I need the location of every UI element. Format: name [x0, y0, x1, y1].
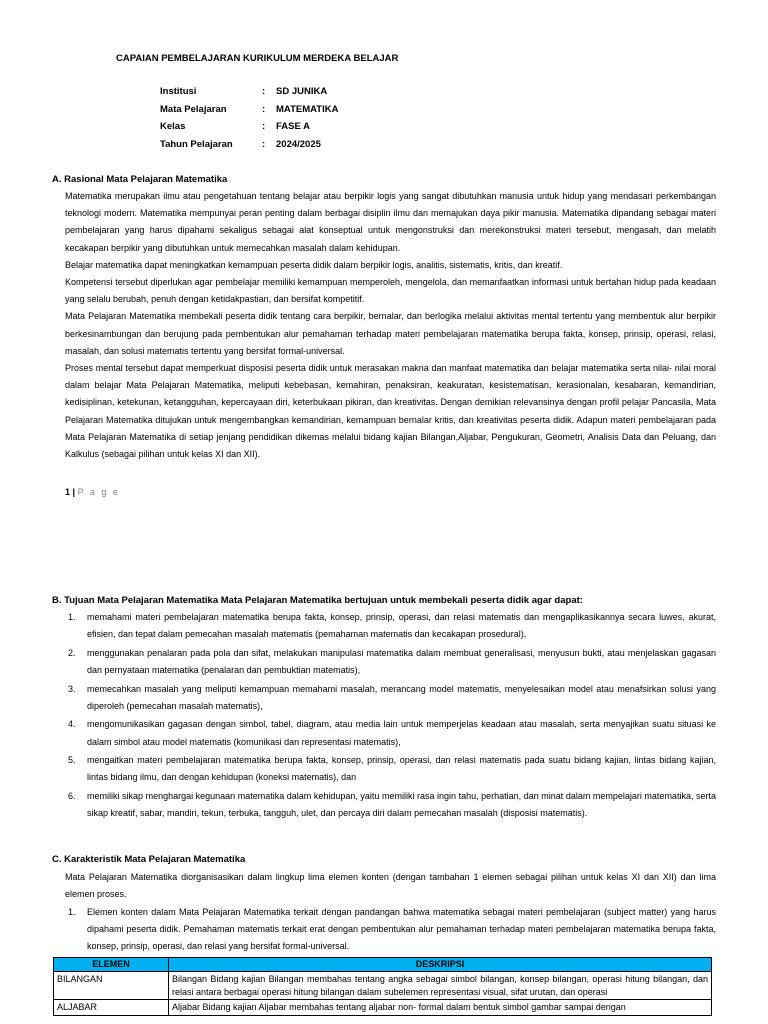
info-row-kelas — [160, 121, 338, 139]
list-item — [65, 681, 716, 715]
section-a-heading: A. Rasional Mata Pelajaran Matematika — [52, 174, 228, 185]
table-row — [54, 972, 712, 1000]
column-header-elemen: ELEMEN — [54, 958, 169, 972]
list-number: 2. — [68, 647, 76, 658]
info-label: Tahun Pelajaran — [160, 138, 233, 150]
list-text: Elemen konten dalam Mata Pelajaran Matematika terkait dengan pandangan bahwa matematika sebagai materi pembelajaran (subject matter) yang harus dipahami peserta didik. Pemahaman matematis terkait erat dengan pembentukan alur pemahaman terhadap materi pembelajaran matematika berupa fakta, konsep, prinsip, operasi, dan relasi yang bersifat formal-universal. — [87, 907, 716, 952]
list-item — [65, 645, 716, 679]
info-value: 2024/2025 — [276, 138, 321, 150]
section-b-list — [65, 609, 716, 824]
table-row — [54, 1000, 712, 1016]
elemen-table — [53, 957, 712, 1016]
section-c-intro — [65, 869, 716, 903]
info-colon: : — [262, 103, 266, 115]
paragraph: Mata Pelajaran Matematika membekali peserta didik tentang cara berpikir, bernalar, dan berlogika melalui aktivitas mental tertentu yang membentuk alur berpikir berkesinambungan dan berujung pada pembentukan alur pemahaman terhadap materi pembelajaran matematika berupa fakta, konsep, prinsip, operasi, relasi, masalah, dan solusi matematis tertentu yang bersifat formal-universal. — [65, 311, 716, 356]
list-item — [65, 752, 716, 786]
page-footer — [65, 487, 120, 497]
list-number: 3. — [68, 683, 76, 694]
info-colon: : — [262, 86, 266, 97]
list-text: memiliki sikap menghargai kegunaan matematika dalam kehidupan, yaitu memiliki rasa ingin tahu, perhatian, dan minat dalam mempelajari matematika, serta sikap kreatif, sabar, mandiri, tekun, terbuka, tangguh, ulet, dan percaya diri dalam pemecahan masalah (disposisi matematis). — [87, 790, 716, 819]
document-title: CAPAIAN PEMBELAJARAN KURIKULUM MERDEKA BELAJAR — [116, 53, 399, 64]
info-value: MATEMATIKA — [276, 103, 339, 115]
paragraph: Belajar matematika dapat meningkatkan kemampuan peserta didik dalam berpikir logis, analitis, sistematis, kritis, dan kreatif. — [65, 259, 563, 270]
info-value: FASE A — [276, 121, 310, 132]
list-text: memahami materi pembelajaran matematika berupa fakta, konsep, prinsip, operasi, dan relasi matematis dan mengaplikasikannya secara luwes, akurat, efisien, dan tepat dalam pemecahan masalah matematis (pemahaman matematis dan kecakapan prosedural), — [87, 612, 716, 640]
list-text: mengaitkan materi pembelajaran matematika berupa fakta, konsep, prinsip, operasi, dan relasi matematis pada suatu bidang kajian, lintas bidang kajian, lintas bidang ilmu, dan dengan kehidupan (koneksi matematis), dan — [87, 755, 716, 783]
info-value: SD JUNIKA — [276, 86, 328, 97]
section-a-body — [65, 188, 716, 463]
paragraph: Kompetensi tersebut diperlukan agar pembelajar memiliki kemampuan memperoleh, mengelola, dan memanfaatkan informasi untuk bertahan hidup pada keadaan yang selalu berubah, penuh dengan ketidakpastian, dan bersifat kompetitif. — [65, 277, 716, 305]
info-row-mata-pelajaran — [160, 104, 338, 122]
section-c-list — [65, 904, 716, 957]
info-label: Mata Pelajaran — [160, 103, 227, 115]
list-number: 1. — [68, 907, 76, 917]
page-number: 1 — [65, 487, 71, 497]
list-item — [65, 904, 716, 956]
cell-elemen: ALJABAR — [54, 1000, 169, 1016]
section-c-heading: C. Karakteristik Mata Pelajaran Matematika — [52, 854, 246, 865]
list-item — [65, 788, 716, 822]
info-row-tahun-pelajaran — [160, 139, 338, 157]
list-number: 6. — [68, 790, 76, 801]
info-colon: : — [262, 121, 266, 132]
list-text: menggunakan penalaran pada pola dan sifat, melakukan manipulasi matematika dalam membuat generalisasi, menyusun bukti, atau menjelaskan gagasan dan pernyataan matematika (penalaran dan pembuktian matematis), — [87, 647, 716, 675]
list-item — [65, 609, 716, 643]
column-header-deskripsi: DESKRIPSI — [169, 958, 712, 972]
paragraph: Mata Pelajaran Matematika diorganisasikan dalam lingkup lima elemen konten (dengan tambahan 1 elemen sebagai pilihan untuk kelas XI dan XII) dan lima elemen proses. — [65, 872, 716, 900]
info-colon: : — [262, 138, 266, 150]
info-row-institusi — [160, 86, 338, 104]
list-number: 5. — [68, 755, 76, 766]
table-header-row — [54, 958, 712, 972]
list-text: mengomunikasikan gagasan dengan simbol, tabel, diagram, atau media lain untuk memperjelas keadaan atau masalah, serta menyajikan suatu situasi ke dalam simbol atau model matematis (komunikasi dan representasi matematis), — [87, 719, 716, 747]
list-item — [65, 716, 716, 750]
page-word: P a g e — [77, 487, 120, 497]
cell-deskripsi: Aljabar Bidang kajian Aljabar membahas tentang aljabar non- formal dalam bentuk simbol gambar sampai dengan — [169, 1000, 712, 1016]
info-label: Kelas — [160, 121, 186, 132]
cell-elemen: BILANGAN — [54, 972, 169, 1000]
paragraph: Proses mental tersebut dapat memperkuat disposisi peserta didik untuk merasakan makna dan manfaat matematika dan belajar matematika serta nilai- nilai moral dalam belajar Mata Pelajaran Matematika, meliputi kebebasan, kemahiran, penaksiran, keakuratan, kesistematisan, kerasionalan, kesabaran, kemandirian, kedisiplinan, ketekunan, ketangguhan, kepercayaan diri, keterbukaan pikiran, dan kreativitas. Dengan demikian relevansinya dengan profil pelajar Pancasila, Mata Pelajaran Matematika ditujukan untuk mengembangkan kemandirian, kemampuan bernalar kritis, dan kreativitas peserta didik. Adapun materi pembelajaran pada Mata Pelajaran Matematika di setiap jenjang pendidikan dikemas melalui bidang kajian Bilangan,Aljabar, Pengukuran, Geometri, Analisis Data dan Peluang, dan Kalkulus (sebagai pilihan untuk kelas XI dan XII). — [65, 363, 716, 460]
list-number: 1. — [68, 612, 76, 622]
page-separator: | — [72, 487, 76, 497]
list-number: 4. — [68, 719, 76, 730]
list-text: memecahkan masalah yang meliputi kemampuan memahami masalah, merancang model matematis, menyelesaikan model atau menafsirkan solusi yang diperoleh (pemecahan masalah matematis), — [87, 683, 716, 711]
section-b-heading: B. Tujuan Mata Pelajaran Matematika Mata Pelajaran Matematika bertujuan untuk membekali peserta didik agar dapat: — [52, 595, 583, 606]
info-block — [160, 86, 338, 156]
cell-deskripsi: Bilangan Bidang kajian Bilangan membahas tentang angka sebagai simbol bilangan, konsep bilangan, operasi hitung bilangan, dan relasi antara berbagai operasi hitung bilangan dalam subelemen representasi visual, sifat urutan, dan operasi — [169, 972, 712, 1000]
paragraph: Matematika merupakan ilmu atau pengetahuan tentang belajar atau berpikir logis yang sangat dibutuhkan manusia untuk hidup yang mendasari perkembangan teknologi modern. Matematika mempunyai peran penting dalam berbagai disiplin ilmu dan memajukan daya pikir manusia. Matematika dipandang sebagai materi pembelajaran yang harus dipahami sekaligus sebagai alat konseptual untuk mengonstruksi dan merekonstruksi materi tersebut, mengasah, dan melatih kecakapan berpikir yang dibutuhkan untuk memecahkan masalah dalam kehidupan. — [65, 191, 716, 253]
info-label: Institusi — [160, 86, 197, 97]
